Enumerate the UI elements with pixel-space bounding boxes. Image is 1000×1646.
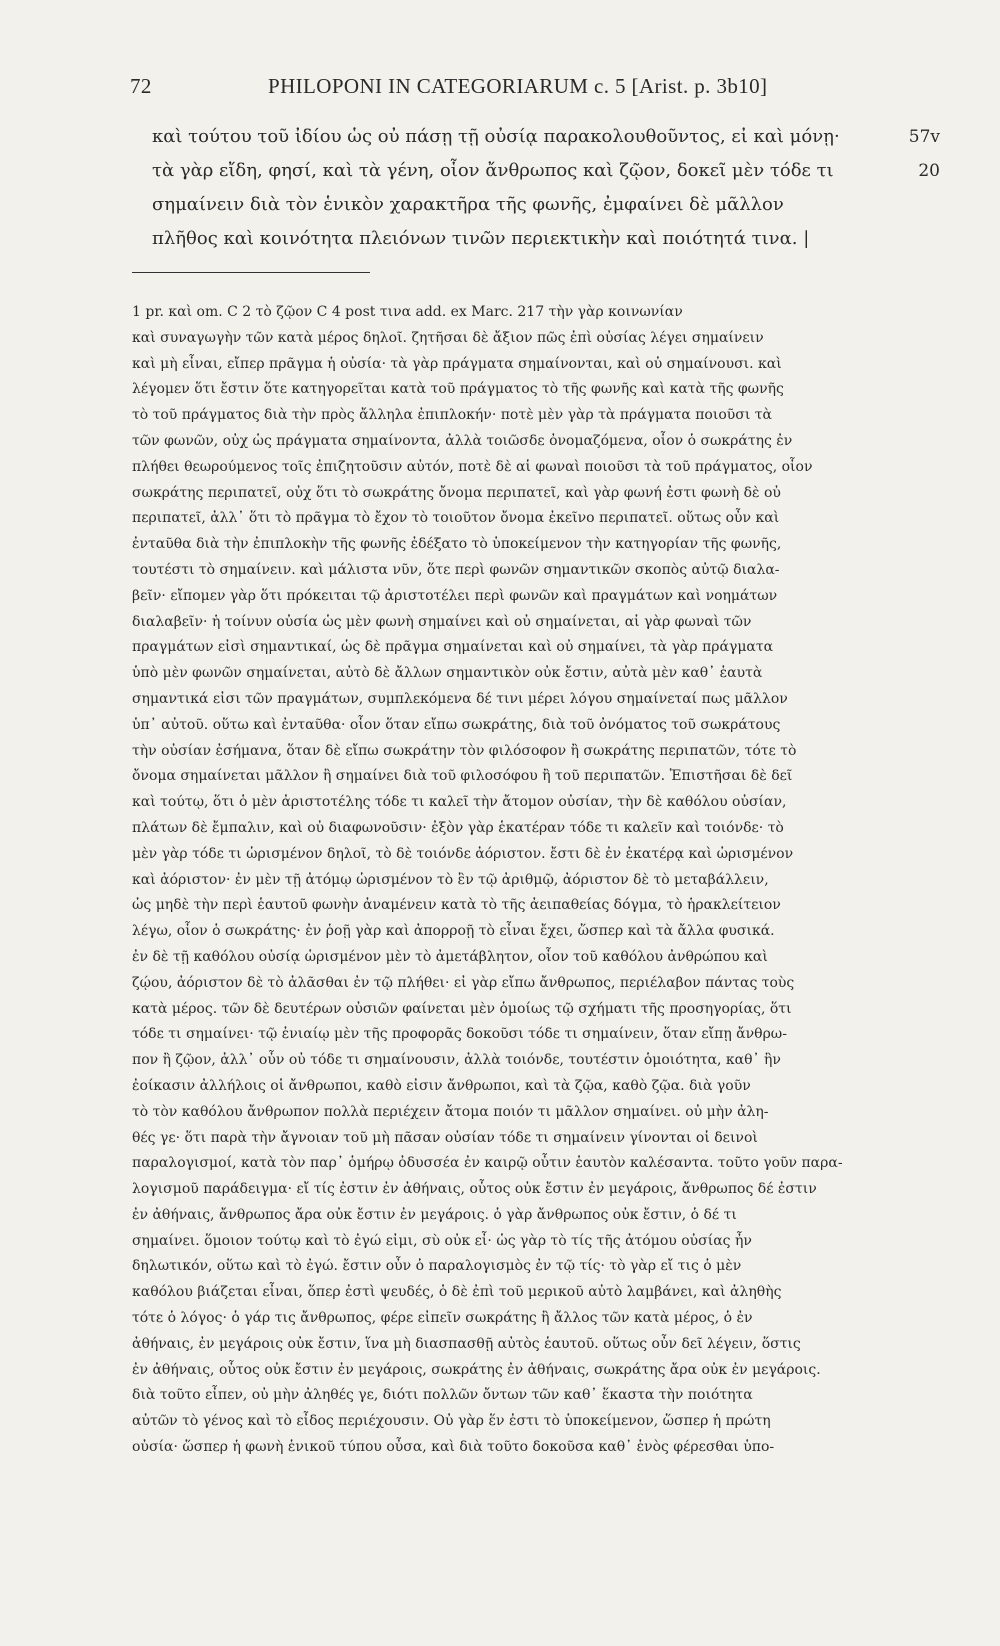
apparatus-line: λέγω, οἷον ὁ σωκράτης· ἐν ῥοῇ γὰρ καὶ ἀπορροῇ τὸ εἶναι ἔχει, ὥσπερ καὶ τὰ ἄλλα φυσικά. — [132, 923, 775, 940]
apparatus-line: ζῴου, ἀόριστον δὲ τὸ ἀλᾶσθαι ἐν τῷ πλήθει· εἰ γὰρ εἴπω ἄνθρωπος, περιέλαβον πάντας τοὺς — [132, 974, 795, 991]
apparatus-line: ἐν δὲ τῇ καθόλου οὐσίᾳ ὡρισμένον μὲν τὸ ἀμετάβλητον, οἷον τοῦ καθόλου ἀνθρώπου καὶ — [132, 948, 768, 965]
main-text — [152, 120, 940, 256]
apparatus-line: τόδε τι σημαίνει· τῷ ἑνιαίῳ μὲν τῆς προφορᾶς δοκοῦσι τόδε τι σημαίνειν, ὅταν εἴπῃ ἄνθρω- — [132, 1026, 787, 1043]
apparatus-line: ὄνομα σημαίνεται μᾶλλον ἢ σημαίνει διὰ τοῦ φιλοσόφου ἢ τοῦ περιπατῶν. Ἐπιστῆσαι δὲ δεῖ — [132, 768, 793, 785]
apparatus-line: τὸ τοῦ πράγματος διὰ τὴν πρὸς ἄλληλα ἐπιπλοκήν· ποτὲ μὲν γὰρ τὰ πράγματα ποιοῦσι τὰ — [132, 407, 772, 424]
apparatus-line: ὡς μηδὲ τὴν περὶ ἑαυτοῦ φωνὴν ἀναμένειν κατὰ τὸ τῆς ἀειπαθείας δόγμα, τὸ ἡρακλείτειον — [132, 897, 781, 914]
apparatus-line: καὶ τούτῳ, ὅτι ὁ μὲν ἀριστοτέλης τόδε τι καλεῖ τὴν ἄτομον οὐσίαν, τὴν δὲ καθόλου οὐσίαν, — [132, 794, 787, 811]
apparatus-line: ἐν ἀθήναις, οὗτος οὐκ ἔστιν ἐν μεγάροις, σωκράτης ἐν ἀθήναις, σωκράτης ἄρα οὐκ ἐν μεγάροις. — [132, 1361, 821, 1378]
apparatus-line: ἀθήναις, ἐν μεγάροις οὐκ ἔστιν, ἵνα μὴ διασπασθῇ αὐτὸς ἑαυτοῦ. οὕτως οὖν δεῖ λέγειν, ὅστις — [132, 1335, 801, 1352]
apparatus-line: διὰ τοῦτο εἶπεν, οὐ μὴν ἀληθές γε, διότι πολλῶν ὄντων τῶν καθ᾽ ἕκαστα τὴν ποιότητα — [132, 1387, 753, 1404]
apparatus-line: πραγμάτων εἰσὶ σημαντικαί, ὡς δὲ πρᾶγμα σημαίνεται καὶ οὐ σημαίνει, τὰ γὰρ πράγματα — [132, 639, 774, 656]
apparatus-line: λογισμοῦ παράδειγμα· εἴ τίς ἐστιν ἐν ἀθήναις, οὗτος οὐκ ἔστιν ἐν μεγάροις, ἄνθρωπος δέ ἐστιν — [132, 1181, 817, 1198]
apparatus-line: περιπατεῖ, ἀλλ᾽ ὅτι τὸ πρᾶγμα τὸ ἔχον τὸ τοιοῦτον ὄνομα ἐκεῖνο περιπατεῖ. οὕτως οὖν καὶ — [132, 510, 780, 527]
main-text-line-text: πλῆθος καὶ κοινότητα πλειόνων τινῶν περιεκτικὴν καὶ ποιότητά τινα. | — [152, 228, 810, 249]
apparatus-line: καὶ ἀόριστον· ἐν μὲν τῇ ἀτόμῳ ὡρισμένον τὸ ἓν τῷ ἀριθμῷ, ἀόριστον δὲ τὸ μεταβάλλειν, — [132, 871, 769, 888]
apparatus-line: ὑπὸ μὲν φωνῶν σημαίνεται, αὐτὸ δὲ ἄλλων σημαντικὸν οὐκ ἔστιν, αὐτὰ μὲν καθ᾽ ἑαυτὰ — [132, 665, 763, 682]
apparatus-line: αὐτῶν τὸ γένος καὶ τὸ εἶδος περιέχουσιν. Οὐ γὰρ ἕν ἐστι τὸ ὑποκείμενον, ὥσπερ ἡ πρώτη — [132, 1413, 771, 1430]
apparatus-line: καὶ μὴ εἶναι, εἴπερ πρᾶγμα ἡ οὐσία· τὰ γὰρ πράγματα σημαίνονται, καὶ οὐ σημαίνουσι. καὶ — [132, 355, 782, 372]
apparatus-line: θές γε· ὅτι παρὰ τὴν ἄγνοιαν τοῦ μὴ πᾶσαν οὐσίαν τόδε τι σημαίνειν γίνονται οἱ δεινοὶ — [132, 1129, 758, 1146]
apparatus-line: πλήθει θεωρούμενος τοῖς ἐπιζητοῦσιν αὐτόν, ποτὲ δὲ αἱ φωναὶ ποιοῦσι τὰ τοῦ πράγματος, οἷον — [132, 458, 813, 475]
running-title: PHILOPONI IN CATEGORIARUM c. 5 [Arist. p. 3b10] — [268, 74, 768, 98]
main-text-line-text: σημαίνειν διὰ τὸν ἑνικὸν χαρακτῆρα τῆς φωνῆς, ἐμφαίνει δὲ μᾶλλον — [152, 194, 784, 215]
apparatus-line: ἐνταῦθα διὰ τὴν ἐπιπλοκὴν τῆς φωνῆς ἐδέξατο τὸ ὑποκείμενον τὴν κατηγορίαν τῆς φωνῆς, — [132, 536, 782, 553]
apparatus-line: 1 pr. καὶ om. C 2 τὸ ζῷον C 4 post τινα add. ex Marc. 217 τὴν γὰρ κοινωνίαν — [132, 304, 683, 320]
apparatus-line: σημαίνει. ὅμοιον τούτῳ καὶ τὸ ἐγώ εἰμι, σὺ οὐκ εἶ· ὡς γὰρ τὸ τίς τῆς ἀτόμου οὐσίας ἦν — [132, 1232, 752, 1249]
apparatus-line: καθόλου βιάζεται εἶναι, ὅπερ ἐστὶ ψευδές, ὁ δὲ ἐπὶ τοῦ μερικοῦ αὐτὸ λαμβάνει, καὶ ἀληθὴς — [132, 1284, 782, 1301]
margin-number: 57v — [908, 127, 940, 147]
apparatus-line: κατὰ μέρος. τῶν δὲ δευτέρων οὐσιῶν φαίνεται μὲν ὁμοίως τῷ σχήματι τῆς προσηγορίας, ὅτι — [132, 1000, 792, 1017]
running-header — [130, 74, 810, 104]
apparatus-line: τῶν φωνῶν, οὐχ ὡς πράγματα σημαίνοντα, ἀλλὰ τοιῶσδε ὀνομαζόμενα, οἷον ὁ σωκράτης ἐν — [132, 432, 793, 449]
main-text-line — [152, 120, 940, 154]
main-text-line — [152, 188, 932, 222]
apparatus-line: σωκράτης περιπατεῖ, οὐχ ὅτι τὸ σωκράτης ὄνομα περιπατεῖ, καὶ γὰρ φωνή ἐστι φωνὴ δὲ οὐ — [132, 484, 781, 501]
apparatus-line: δηλωτικόν, οὕτω καὶ τὸ ἐγώ. ἔστιν οὖν ὁ παραλογισμὸς ἐν τῷ τίς· τὸ γὰρ εἴ τις ὁ μὲν — [132, 1258, 742, 1275]
apparatus-line: ἐοίκασιν ἀλλήλοις οἱ ἄνθρωποι, καθὸ εἰσιν ἄνθρωποι, καὶ τὰ ζῷα, καθὸ ζῷα. διὰ γοῦν — [132, 1077, 751, 1094]
page-number: 72 — [130, 74, 152, 98]
apparatus-line: παραλογισμοί, κατὰ τὸν παρ᾽ ὁμήρῳ ὀδυσσέα ἐν καιρῷ οὖτιν ἑαυτὸν καλέσαντα. τοῦτο γοῦν παρα- — [132, 1155, 843, 1172]
main-text-line-text: τὰ γὰρ εἴδη, φησί, καὶ τὰ γένη, οἷον ἄνθρωπος καὶ ζῷον, δοκεῖ μὲν τόδε τι — [152, 160, 834, 181]
apparatus-line: πλάτων δὲ ἔμπαλιν, καὶ οὐ διαφωνοῦσιν· ἐξὸν γὰρ ἑκατέραν τόδε τι καλεῖν καὶ τοιόνδε· τὸ — [132, 819, 784, 836]
apparatus-line: ὑπ᾽ αὐτοῦ. οὕτω καὶ ἐνταῦθα· οἷον ὅταν εἴπω σωκράτης, διὰ τοῦ ὀνόματος τοῦ σωκράτους — [132, 716, 781, 733]
apparatus-line: τὴν οὐσίαν ἐσήμανα, ὅταν δὲ εἴπω σωκράτην τὸν φιλόσοφον ἢ σωκράτης περιπατῶν, τότε τὸ — [132, 742, 797, 759]
margin-number: 20 — [918, 161, 940, 181]
apparatus-line: οὐσία· ὥσπερ ἡ φωνὴ ἑνικοῦ τύπου οὖσα, καὶ διὰ τοῦτο δοκοῦσα καθ᾽ ἑνὸς φέρεσθαι ὑπο- — [132, 1439, 775, 1456]
apparatus-line: πον ἢ ζῷον, ἀλλ᾽ οὖν οὐ τόδε τι σημαίνουσιν, ἀλλὰ τοιόνδε, τουτέστιν ὁμοιότητα, καθ᾽ ἣν — [132, 1052, 781, 1069]
main-text-line — [152, 222, 932, 256]
apparatus-line: μὲν γὰρ τόδε τι ὡρισμένον δηλοῖ, τὸ δὲ τοιόνδε ἀόριστον. ἔστι δὲ ἐν ἑκατέρᾳ καὶ ὡρισμένον — [132, 845, 794, 862]
apparatus-line: ἐν ἀθήναις, ἄνθρωπος ἄρα οὐκ ἔστιν ἐν μεγάροις. ὁ γὰρ ἄνθρωπος οὐκ ἔστιν, ὁ δέ τι — [132, 1206, 737, 1223]
apparatus-line: βεῖν· εἴπομεν γὰρ ὅτι πρόκειται τῷ ἀριστοτέλει περὶ φωνῶν καὶ πραγμάτων καὶ νοημάτων — [132, 587, 778, 604]
apparatus-line: καὶ συναγωγὴν τῶν κατὰ μέρος δηλοῖ. ζητῆσαι δὲ ἄξιον πῶς ἐπὶ οὐσίας λέγει σημαίνειν — [132, 329, 764, 346]
footnote-rule — [132, 272, 370, 273]
apparatus-line: τὸ τὸν καθόλου ἄνθρωπον πολλὰ περιέχειν ἄτομα ποιόν τι μᾶλλον σημαίνει. οὐ μὴν ἀλη- — [132, 1103, 769, 1120]
apparatus-notes — [132, 300, 952, 1461]
apparatus-line: διαλαβεῖν· ἡ τοίνυν οὐσία ὡς μὲν φωνὴ σημαίνει καὶ οὐ σημαίνεται, αἱ γὰρ φωναὶ τῶν — [132, 613, 752, 630]
apparatus-line: τουτέστι τὸ σημαίνειν. καὶ μάλιστα νῦν, ὅτε περὶ φωνῶν σημαντικῶν σκοπὸς αὐτῷ διαλα- — [132, 561, 780, 578]
apparatus-line: τότε ὁ λόγος· ὁ γάρ τις ἄνθρωπος, φέρε εἰπεῖν σωκράτης ἢ ἄλλος τῶν κατὰ μέρος, ὁ ἐν — [132, 1310, 753, 1327]
main-text-line-text: καὶ τούτου τοῦ ἰδίου ὡς οὐ πάσῃ τῇ οὐσίᾳ παρακολουθοῦντος, εἰ καὶ μόνῃ· — [152, 126, 840, 147]
main-text-line — [152, 154, 940, 188]
apparatus-line: σημαντικά εἰσι τῶν πραγμάτων, συμπλεκόμενα δέ τινι μέρει λόγου σημαίνεταί πως μᾶλλον — [132, 690, 788, 707]
apparatus-line: λέγομεν ὅτι ἔστιν ὅτε κατηγορεῖται κατὰ τοῦ πράγματος τὸ τῆς φωνῆς καὶ κατὰ τῆς φωνῆς — [132, 381, 784, 398]
